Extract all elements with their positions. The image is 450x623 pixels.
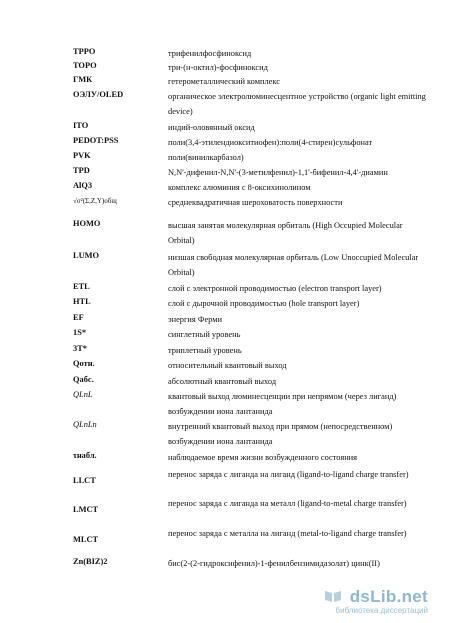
entry-abbreviation: LMCT (73, 505, 99, 514)
book-icon (324, 589, 342, 603)
entry-definition: высшая занятая молекулярная орбиталь (High Occupied Molecular Orbital) (168, 221, 403, 245)
entry-definition: N,N'-дифенил-N,N'-(3-метилфенил)-1,1'-бифенил-4,4'-диамин (168, 168, 388, 177)
entry-definition: поли(винилкарбазол) (168, 153, 244, 162)
entry-abbreviation: QLnLn (73, 420, 97, 429)
entry-definition: слой с электронной проводимостью (electron transport layer) (168, 284, 382, 293)
entry-definition: энергия Ферми (168, 315, 223, 324)
entry-abbreviation: TPPO (73, 47, 96, 56)
entry-definition: слой с дырочной проводимостью (hole transport layer) (168, 299, 360, 308)
entry-definition: внутренний квантовый выход при прямом (непосредственном) возбуждении иона лантанида (168, 422, 393, 446)
entry-definition: среднеквадратичная шероховатость поверхности (168, 198, 343, 207)
entry-definition: абсолютный квантовый выход (168, 377, 277, 386)
watermark-subtitle: библиотека диссертаций (335, 606, 428, 615)
entry-abbreviation: QLnL (73, 390, 93, 399)
entry-definition: наблюдаемое время жизни возбужденного состояния (168, 453, 358, 462)
entry-abbreviation: HTL (73, 297, 91, 306)
entry-abbreviation: ETL (73, 282, 90, 291)
entry-definition: синглетный уровень (168, 330, 241, 339)
entry-definition: относительный квантовый выход (168, 361, 287, 370)
entry-definition: перенос заряда с лиганда на лиганд (ligand-to-ligand charge transfer) (168, 470, 409, 479)
entry-abbreviation: ITO (73, 121, 89, 130)
entry-definition: низшая свободная молекулярная орбиталь (Low Unoccupied Molecular Orbital) (168, 253, 419, 277)
entry-definition: поли(3,4-этилендиокситиофен):поли(4-стирен)сульфонат (168, 138, 373, 147)
entry-abbreviation: EF (73, 313, 84, 322)
entry-definition: гетерометаллический комплекс (168, 77, 280, 86)
entry-abbreviation: HOMO (73, 219, 101, 228)
entry-definition: индий-оловянный оксид (168, 123, 255, 132)
entry-abbreviation: MLCT (73, 535, 99, 544)
entry-definition: бис(2-(2-гидроксифенил)-1-фенилбензимидазолат) цинк(II) (168, 559, 380, 568)
entry-abbreviation: ГМК (73, 75, 93, 84)
entry-abbreviation: TOPO (73, 61, 97, 70)
entry-abbreviation: ОЭЛУ/OLED (73, 90, 124, 99)
entry-abbreviation: PEDOT:PSS (73, 136, 119, 145)
entry-definition: перенос заряда с лиганда на металл (ligand-to-metal charge transfer) (168, 499, 407, 508)
entry-definition: трифенилфосфиноксид (168, 49, 252, 58)
entry-abbreviation: √σ²(Σ,Z,Y)общ (73, 197, 117, 205)
entry-abbreviation: AlQ3 (73, 181, 93, 190)
entry-abbreviation: 3T* (73, 344, 87, 353)
entry-definition: триплетный уровень (168, 346, 242, 355)
entry-definition: три-(н-октил)-фосфиноксид (168, 63, 268, 72)
entry-abbreviation: LLCT (73, 476, 96, 485)
entry-definition: комплекс алюминия с 8-оксихинолином (168, 183, 311, 192)
entry-abbreviation: Qабс. (73, 375, 94, 384)
watermark-logo: dsLib.net (349, 587, 428, 606)
entry-abbreviation: TPD (73, 166, 90, 175)
entry-abbreviation: Zn(BIZ)2 (73, 557, 108, 566)
entry-abbreviation: Qотн. (73, 359, 95, 368)
entry-definition: квантовый выход люминесценции при непрямом (через лиганд) возбуждении иона лантанида (168, 392, 397, 416)
entry-definition: органическое электролюминесцентное устройство (organic light emitting device) (168, 92, 426, 116)
watermark (253, 587, 428, 617)
entry-abbreviation: LUMO (73, 251, 100, 260)
entry-abbreviation: τнабл. (73, 451, 97, 460)
entry-abbreviation: 1S* (73, 328, 87, 337)
entry-definition: перенос заряда с металла на лиганд (metal-to-ligand charge transfer) (168, 529, 407, 538)
entry-abbreviation: PVK (73, 151, 91, 160)
